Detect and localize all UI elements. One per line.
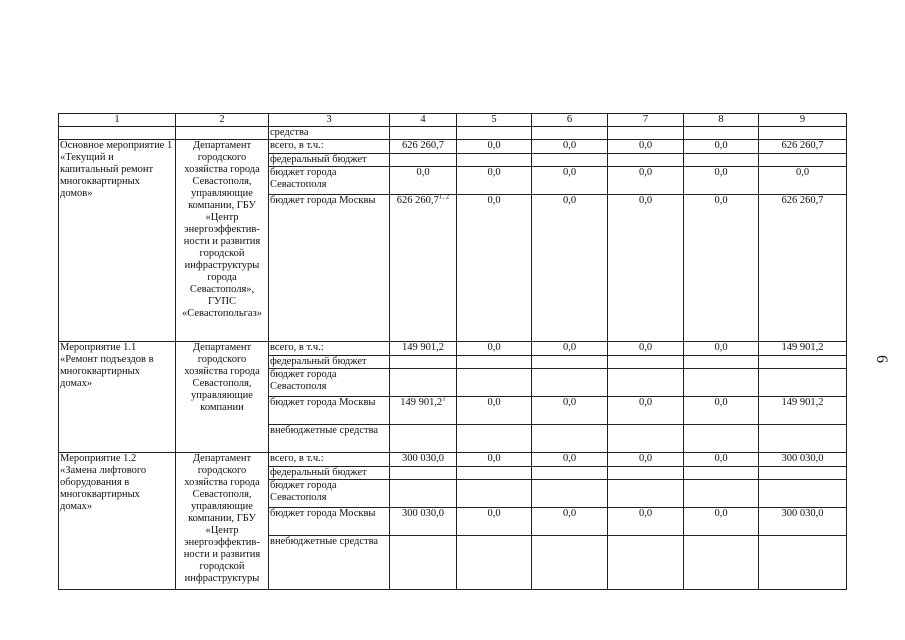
value-col-4: 149 901,2 — [390, 342, 457, 356]
executor: Департамент городского хозяйства города Севастополя, управляющие компании, ГБУ «Центр энергоэффектив-ности и развития городской инфраструктуры города Севастополя», ГУПС «Севастопольгаз» — [176, 140, 269, 342]
value-col-9 — [759, 536, 847, 590]
carry-over-row — [59, 127, 847, 140]
value-col-7 — [608, 467, 684, 480]
value-col-5: 0,0 — [457, 140, 532, 154]
col-header: 3 — [269, 114, 390, 127]
value-col-6 — [532, 480, 608, 508]
value-col-8: 0,0 — [684, 342, 759, 356]
value-col-4: 149 901,2$^1$ — [390, 397, 457, 425]
value-col-7: 0,0 — [608, 397, 684, 425]
value-col-6: 0,0 — [532, 167, 608, 195]
value-col-8 — [684, 480, 759, 508]
funding-source: бюджет города Севастополя — [269, 167, 390, 195]
col-header: 5 — [457, 114, 532, 127]
value-col-9: 300 030,0 — [759, 508, 847, 536]
col-header: 4 — [390, 114, 457, 127]
funding-source: бюджет города Севастополя — [269, 480, 390, 508]
value-col-6 — [532, 154, 608, 167]
funding-source: средства — [269, 127, 390, 140]
funding-source: бюджет города Москвы — [269, 508, 390, 536]
value-col-8 — [684, 425, 759, 453]
executor: Департамент городского хозяйства города Севастополя, управляющие компании, ГБУ «Центр энергоэффектив-ности и развития городской инфраструктуры — [176, 453, 269, 590]
value-col-8 — [684, 154, 759, 167]
value-col-6 — [532, 425, 608, 453]
value-col-5 — [457, 369, 532, 397]
value-col-9: 0,0 — [759, 167, 847, 195]
value-col-4 — [390, 356, 457, 369]
funding-source: бюджет города Москвы — [269, 397, 390, 425]
value-col-4 — [390, 536, 457, 590]
funding-source: всего, в т.ч.: — [269, 342, 390, 356]
value-col-8 — [684, 467, 759, 480]
value-col-6: 0,0 — [532, 397, 608, 425]
value-col-9 — [759, 369, 847, 397]
activity-name: Мероприятие 1.2 «Замена лифтового оборудования в многоквартирных домах» — [59, 453, 176, 590]
value-col-8 — [684, 536, 759, 590]
value-col-7: 0,0 — [608, 342, 684, 356]
value-col-9 — [759, 356, 847, 369]
value-col-5: 0,0 — [457, 342, 532, 356]
value-col-5 — [457, 480, 532, 508]
value-col-9: 149 901,2 — [759, 342, 847, 356]
value-col-4 — [390, 480, 457, 508]
value-col-8: 0,0 — [684, 453, 759, 467]
value-col-6 — [532, 356, 608, 369]
funding-source: федеральный бюджет — [269, 467, 390, 480]
value-col-4 — [390, 467, 457, 480]
value-col-5: 0,0 — [457, 453, 532, 467]
col-header: 1 — [59, 114, 176, 127]
activity-main-1 — [59, 140, 847, 342]
value-col-9: 626 260,7 — [759, 195, 847, 342]
value-col-5 — [457, 536, 532, 590]
value-col-4: 626 260,7$^{1, 2}$ — [390, 195, 457, 342]
value-col-7 — [608, 425, 684, 453]
value-col-9 — [759, 467, 847, 480]
value-col-4: 626 260,7 — [390, 140, 457, 154]
value-col-5 — [457, 425, 532, 453]
value-col-5: 0,0 — [457, 508, 532, 536]
value-col-6 — [532, 536, 608, 590]
value-col-4 — [390, 425, 457, 453]
value-col-7: 0,0 — [608, 508, 684, 536]
col-header: 6 — [532, 114, 608, 127]
value-col-7 — [608, 480, 684, 508]
activity-1-1 — [59, 342, 847, 453]
value-col-8: 0,0 — [684, 167, 759, 195]
value-col-6: 0,0 — [532, 140, 608, 154]
activity-name: Мероприятие 1.1 «Ремонт подъездов в многоквартирных домах» — [59, 342, 176, 453]
value-col-7 — [608, 154, 684, 167]
value-col-8: 0,0 — [684, 140, 759, 154]
value-col-7 — [608, 369, 684, 397]
value-col-5: 0,0 — [457, 167, 532, 195]
column-header-row — [59, 114, 847, 127]
col-header: 8 — [684, 114, 759, 127]
value-col-7: 0,0 — [608, 167, 684, 195]
funding-source: бюджет города Севастополя — [269, 369, 390, 397]
value-col-4 — [390, 154, 457, 167]
value-col-4: 300 030,0 — [390, 453, 457, 467]
funding-row — [59, 140, 847, 154]
activity-name: Основное мероприятие 1 «Текущий и капитальный ремонт многоквартирных домов» — [59, 140, 176, 342]
value-col-9: 626 260,7 — [759, 140, 847, 154]
funding-source: федеральный бюджет — [269, 356, 390, 369]
value-col-5: 0,0 — [457, 195, 532, 342]
value-col-9 — [759, 154, 847, 167]
funding-source: внебюджетные средства — [269, 425, 390, 453]
value-col-4: 300 030,0 — [390, 508, 457, 536]
page-number: 6 — [873, 355, 890, 363]
value-col-8 — [684, 369, 759, 397]
col-header: 7 — [608, 114, 684, 127]
value-col-5: 0,0 — [457, 397, 532, 425]
value-col-4 — [390, 369, 457, 397]
value-col-8: 0,0 — [684, 195, 759, 342]
value-col-6: 0,0 — [532, 195, 608, 342]
value-col-8: 0,0 — [684, 508, 759, 536]
funding-source: бюджет города Москвы — [269, 195, 390, 342]
budget-table — [58, 113, 847, 590]
funding-row — [59, 453, 847, 467]
funding-source: всего, в т.ч.: — [269, 140, 390, 154]
value-col-6 — [532, 467, 608, 480]
funding-row — [59, 342, 847, 356]
value-col-5 — [457, 154, 532, 167]
value-col-9: 149 901,2 — [759, 397, 847, 425]
value-col-7: 0,0 — [608, 195, 684, 342]
value-col-6: 0,0 — [532, 453, 608, 467]
value-col-7 — [608, 536, 684, 590]
executor: Департамент городского хозяйства города Севастополя, управляющие компании — [176, 342, 269, 453]
col-header: 9 — [759, 114, 847, 127]
value-col-7: 0,0 — [608, 140, 684, 154]
col-header: 2 — [176, 114, 269, 127]
activity-1-2 — [59, 453, 847, 590]
value-col-5 — [457, 356, 532, 369]
value-col-7: 0,0 — [608, 453, 684, 467]
value-col-6: 0,0 — [532, 508, 608, 536]
funding-source: внебюджетные средства — [269, 536, 390, 590]
funding-source: всего, в т.ч.: — [269, 453, 390, 467]
funding-source: федеральный бюджет — [269, 154, 390, 167]
value-col-7 — [608, 356, 684, 369]
value-col-9 — [759, 480, 847, 508]
value-col-4: 0,0 — [390, 167, 457, 195]
value-col-9 — [759, 425, 847, 453]
value-col-8: 0,0 — [684, 397, 759, 425]
value-col-5 — [457, 467, 532, 480]
value-col-8 — [684, 356, 759, 369]
value-col-9: 300 030,0 — [759, 453, 847, 467]
value-col-6: 0,0 — [532, 342, 608, 356]
value-col-6 — [532, 369, 608, 397]
